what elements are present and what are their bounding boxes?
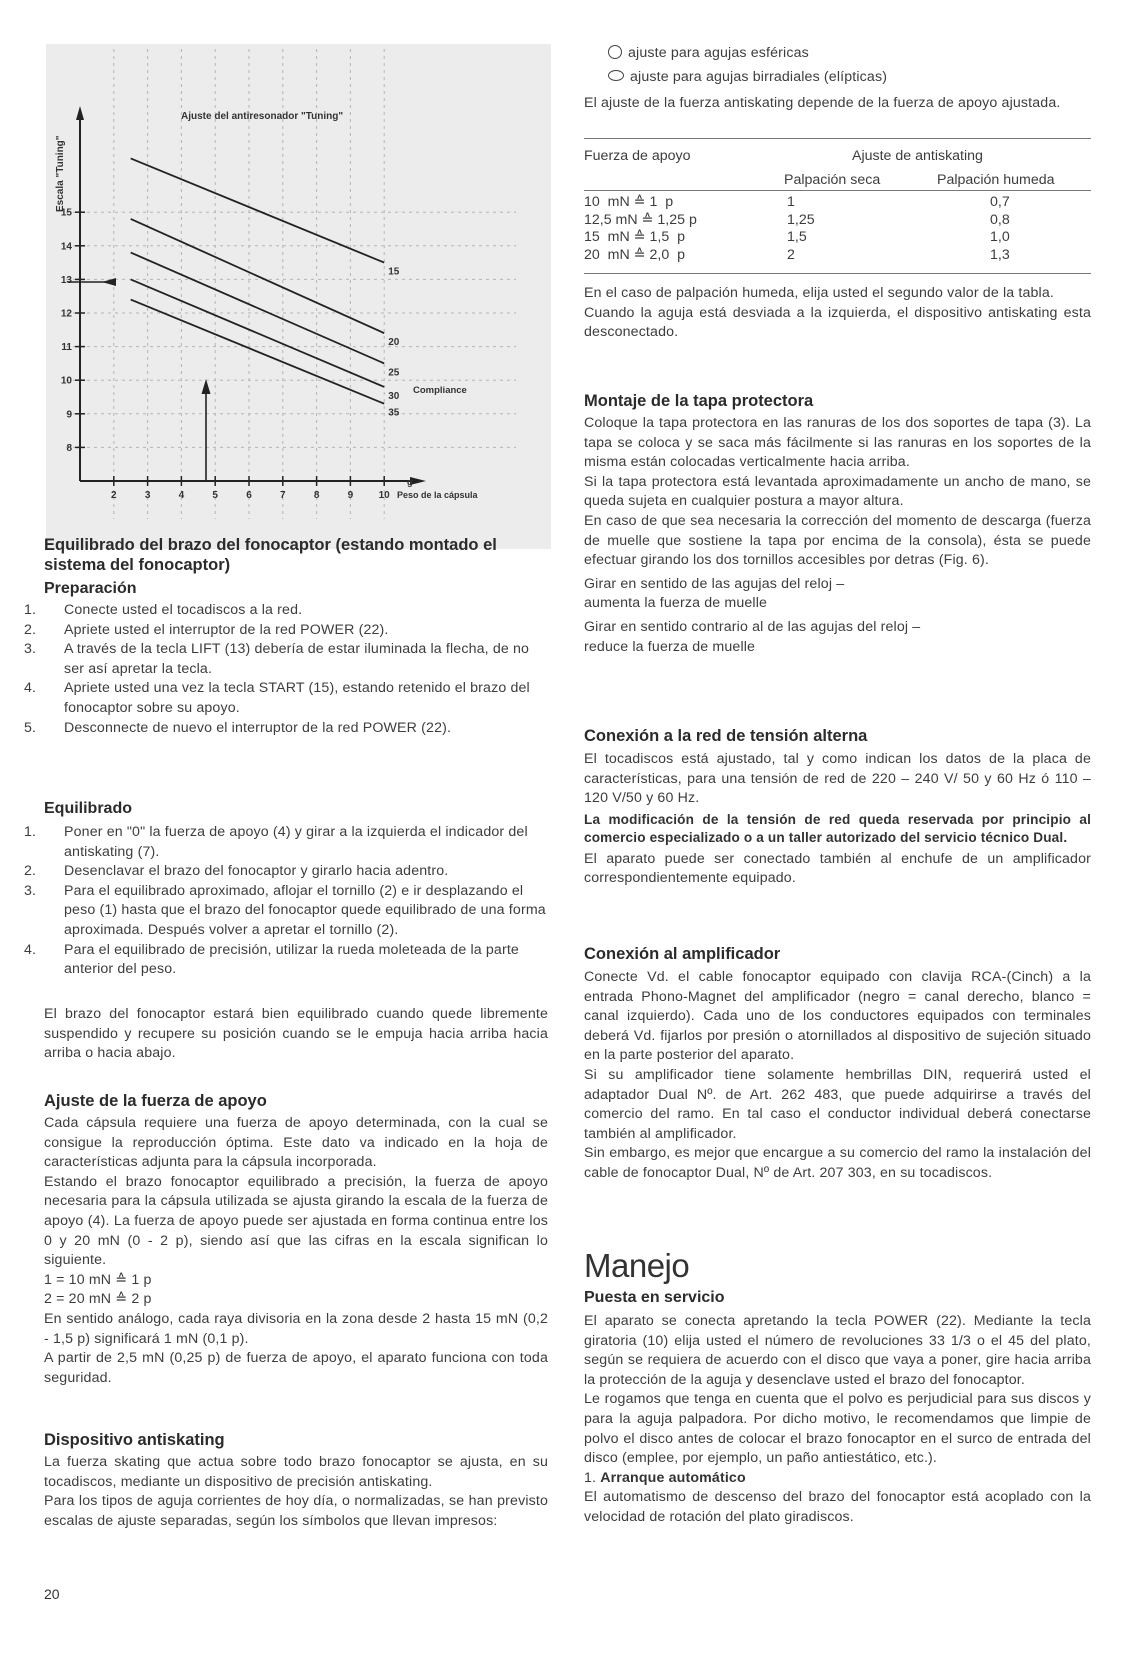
list-item: 2. Apriete usted el interruptor de la red POWER (22). <box>24 621 389 638</box>
auto-start-heading <box>584 1469 1091 1489</box>
ac-section-body <box>584 750 1091 889</box>
antiskating-paragraph-1: La fuerza skating que actua sobre todo brazo fonocaptor se ajusta, en su tocadiscos, mediante un dispositivo de precisión antiskating. <box>44 1454 548 1490</box>
amp-section-title: Conexión al amplificador <box>584 945 781 963</box>
x-axis-label: Peso de la cápsula <box>397 490 478 500</box>
page-number: 20 <box>44 1586 60 1602</box>
puesta-section-body <box>584 1312 1091 1528</box>
force-paragraph-3: En sentido análogo, cada raya divisoria en la zona desde 2 hasta 15 mN (0,2 - 1,5 p) significará 1 mN (0,1 p). <box>44 1310 548 1347</box>
y-tick-label: 14 <box>60 241 72 253</box>
y-tick-label: 11 <box>61 342 72 354</box>
preparation-title: Preparación <box>44 580 137 597</box>
puesta-title: Puesta en servicio <box>584 1289 725 1306</box>
list-item: 5. Desconnecte de nuevo el interruptor de la red POWER (22). <box>24 719 452 736</box>
antiskating-section-body <box>44 1453 548 1531</box>
series-label: 15 <box>388 266 400 278</box>
table-row: 12,5 mN ≙ 1,25 p 1,25 0,8 <box>584 211 1010 228</box>
y-axis-arrow <box>76 106 84 120</box>
cover-clockwise-1: Girar en sentido de las agujas del reloj – <box>584 575 845 592</box>
cover-paragraph-3: En caso de que sea necesaria la corrección del momento de descarga (fuerza de muelle que sostiene la tapa por encima de la consola), ésta se puede efectuar girando los dos tornillos accesibles por detras (Fig. 6). <box>584 512 1091 569</box>
x-tick-label: 6 <box>246 490 252 501</box>
after-table-note-2: Cuando la aguja está desviada a la izquierda, el dispositivo antiskating esta desconectado. <box>584 304 1091 341</box>
tuning-chart-svg <box>46 44 551 549</box>
x-tick-label: 2 <box>111 490 117 501</box>
table-rule-top <box>584 138 1091 139</box>
ac-section-title: Conexión a la red de tensión alterna <box>584 727 868 745</box>
antiskating-section-title: Dispositivo antiskating <box>44 1431 225 1449</box>
balance-section-title: Equilibrado del brazo del fonocaptor (estando montado el sistema del fonocaptor) <box>44 536 497 574</box>
table-header-wet: Palpación humeda <box>937 172 1055 188</box>
reading-arrow-up <box>202 379 211 394</box>
cover-paragraph-1: Coloque la tapa protectora en las ranuras de los dos soportes de tapa (3). La tapa se coloca y se saca más fácilmente si las ranuras en los soportes de la misma están colocadas verticalmente hacia arriba. <box>584 415 1091 471</box>
y-tick-label: 8 <box>66 442 72 454</box>
series-label: 20 <box>388 337 400 349</box>
x-tick-label: 9 <box>347 490 354 501</box>
ac-paragraph-2: La modificación de la tensión de red queda reservada por principio al comercio especializado o a un taller autorizado del servicio técnico Dual. <box>584 811 1091 846</box>
amp-paragraph-3: Sin embargo, es mejor que encargue a su comercio del ramo la instalación del cable de fonocaptor Dual, Nº de Art. 207 303, en su tocadiscos. <box>584 1145 1091 1181</box>
list-item: 4. Para el equilibrado de precisión, utilizar la rueda moleteada de la parte anterior del peso. <box>24 941 519 978</box>
equilibrado-list <box>24 823 548 980</box>
table-header-force: Fuerza de apoyo <box>584 148 691 164</box>
table-rule-bottom <box>584 273 1091 274</box>
y-axis-label: Escala "Tuning" <box>55 135 66 212</box>
symbol-spherical: ajuste para agujas esféricas <box>608 44 1088 64</box>
force-paragraph-2: Estando el brazo fonocaptor equilibrado a precisión, la fuerza de apoyo necesaria para la cápsula utilizada se ajusta girando la escala de la fuerza de apoyo (4). La fuerza de apoyo puede ser ajustada en forma continua entre los 0 y 20 mN (0 - 2 p), siendo así que las cifras en la escala significan lo siguiente. <box>44 1173 548 1269</box>
cover-counter-2: reduce la fuerza de muelle <box>584 638 756 655</box>
force-paragraph-4: A partir de 2,5 mN (0,25 p) de fuerza de apoyo, el aparato funciona con toda seguridad. <box>44 1350 548 1386</box>
x-tick-label: 10 <box>378 490 390 501</box>
x-tick-label: 4 <box>178 490 185 501</box>
cover-clockwise-2: aumenta la fuerza de muelle <box>584 595 768 612</box>
circle-symbol-icon <box>608 45 622 59</box>
cover-counter-1: Girar en sentido contrario al de las agujas del reloj – <box>584 618 921 635</box>
cover-section-body <box>584 414 1091 657</box>
y-tick-label: 13 <box>60 274 72 286</box>
table-header-dry: Palpación seca <box>784 172 881 188</box>
list-item: 1. Conecte usted el tocadiscos a la red. <box>24 602 303 618</box>
force-section-body <box>44 1114 548 1388</box>
amp-paragraph-2: Si su amplificador tiene solamente hembrillas DIN, requerirá usted el adaptador Dual Nº. de Art. 262 483, que puede adquirirse a través del comercio del ramo. En tal caso el conductor individual deberá conectarse también al amplificador. <box>584 1066 1091 1142</box>
x-tick-label: 7 <box>280 490 286 501</box>
list-item: 4. Apriete usted una vez la tecla START (15), estando retenido el brazo del fonocaptor sobre su apoyo. <box>24 680 530 716</box>
force-equation-1: 1 = 10 mN ≙ 1 p <box>44 1271 152 1288</box>
puesta-paragraph-2: Le rogamos que tenga en cuenta que el polvo es perjudicial para sus discos y para la aguja palpadora. Por dicho motivo, le recomendamos que limpie de polvo el disco antes de colocar el brazo fonocaptor en el surco de entrada del disco (emplee, por ejemplo, un paño antiestático, etc.). <box>584 1391 1091 1467</box>
table-body <box>584 194 1091 264</box>
auto-start-number: 1. <box>584 1469 597 1486</box>
x-tick-label: 8 <box>313 490 320 501</box>
preparation-list <box>24 601 548 738</box>
ac-paragraph-1: El tocadiscos está ajustado, tal y como indican los datos de la placa de características, para una tensión de red de 220 – 240 V/ 50 y 60 Hz ó 110 – 120 V/50 y 60 Hz. <box>584 751 1091 807</box>
list-item: 2. Desenclavar el brazo del fonocaptor y girarlo hacia adentro. <box>24 863 449 880</box>
chart-title: Ajuste del antiresonador "Tuning" <box>181 111 344 122</box>
manejo-title: Manejo <box>584 1247 690 1284</box>
table-row: 10 mN ≙ 1 p 1 0,7 <box>584 194 1010 210</box>
x-tick-label: 5 <box>212 490 218 501</box>
list-item: 3. A través de la tecla LIFT (13) debería de estar iluminada la flecha, de no ser así apretar la tecla. <box>24 641 530 677</box>
equilibrado-note: El brazo del fonocaptor estará bien equilibrado cuando quede libremente suspendido y recupere su posición cuando se le empuja hacia arriba hacia arriba o hacia abajo. <box>44 1006 548 1062</box>
x-tick-label: 3 <box>144 490 151 501</box>
antiskating-dependency: El ajuste de la fuerza antiskating depende de la fuerza de apoyo ajustada. <box>584 95 1061 111</box>
list-item: 1. Poner en "0" la fuerza de apoyo (4) y girar a la izquierda el indicador del antiskating (7). <box>24 824 528 860</box>
cover-paragraph-2: Si la tapa protectora está levantada aproximadamente un ancho de mano, se queda sujeta en cualquier postura a mayor altura. <box>584 473 1091 510</box>
force-paragraph-1: Cada cápsula requiere una fuerza de apoyo determinada, con la cual se consigue la reproducción óptima. Este dato va indicado en la hoja de características adjunta para la cápsula incorporada. <box>44 1115 548 1171</box>
series-label: 25 <box>388 367 400 379</box>
after-table-note-1: En el caso de palpación humeda, elija usted el segundo valor de la tabla. <box>584 285 1054 301</box>
table-header-antiskating: Ajuste de antiskating <box>852 148 983 164</box>
table-row: 15 mN ≙ 1,5 p 1,5 1,0 <box>584 229 1010 245</box>
auto-start-title: Arranque automático <box>600 1469 746 1486</box>
force-equation-2: 2 = 20 mN ≙ 2 p <box>44 1291 152 1308</box>
series-line <box>131 279 385 387</box>
tuning-chart <box>46 44 551 549</box>
y-tick-label: 9 <box>66 409 72 421</box>
y-tick-label: 10 <box>60 375 72 387</box>
equilibrado-title: Equilibrado <box>44 800 132 817</box>
ac-paragraph-3: El aparato puede ser conectado también al enchufe de un amplificador correspondientemente equipado. <box>584 850 1091 887</box>
y-tick-label: 12 <box>60 308 72 320</box>
auto-start-paragraph: El automatismo de descenso del brazo del fonocaptor está acoplado con la velocidad de rotación del plato giradiscos. <box>584 1489 1091 1525</box>
series-line <box>131 158 385 262</box>
amp-paragraph-1: Conecte Vd. el cable fonocaptor equipado con clavija RCA-(Cinch) a la entrada Phono-Magnet del amplificador (negro = canal derecho, blanco = canal izquierdo). Cada uno de los conductores equipados con terminales deberá Vd. fijarlos por presión o atornillados al dispositivo de sujeción situado en la parte posterior del aparato. <box>584 969 1091 1064</box>
antiskating-table <box>584 138 1091 298</box>
y-tick-label: 15 <box>60 207 72 219</box>
after-table-notes <box>584 284 1091 343</box>
series-label: 30 <box>388 390 400 402</box>
x-unit-label: g <box>407 477 413 487</box>
series-label: 35 <box>388 407 400 419</box>
symbol-elliptical: ajuste para agujas birradiales (elípticas) <box>608 68 1088 88</box>
table-row: 20 mN ≙ 2,0 p 2 1,3 <box>584 246 1010 263</box>
amp-section-body <box>584 968 1091 1184</box>
list-item: 3. Para el equilibrado aproximado, aflojar el tornillo (2) e ir desplazando el peso (1) hasta que el brazo del fonocaptor quede equilibrado de una forma aproximada. Después volver a apretar el tornillo (2). <box>24 882 546 938</box>
puesta-paragraph-1: El aparato se conecta apretando la tecla POWER (22). Mediante la tecla giratoria (10) elija usted el número de revoluciones 33 1/3 o el 45 del plato, según se requiera de acuerdo con el disco que vaya a poner, gire hacia arriba la protección de la aguja y desenclave usted el brazo del fonocaptor. <box>584 1313 1091 1388</box>
antiskating-paragraph-2: Para los tipos de aguja corrientes de hoy día, o normalizadas, se han previsto escalas de ajuste separadas, según los símbolos que llevan impresos: <box>44 1493 548 1529</box>
cover-section-title: Montaje de la tapa protectora <box>584 392 814 410</box>
compliance-label: Compliance <box>413 385 467 396</box>
ellipse-symbol-icon <box>608 70 624 81</box>
table-rule-header <box>584 190 1091 191</box>
force-section-title: Ajuste de la fuerza de apoyo <box>44 1092 267 1110</box>
